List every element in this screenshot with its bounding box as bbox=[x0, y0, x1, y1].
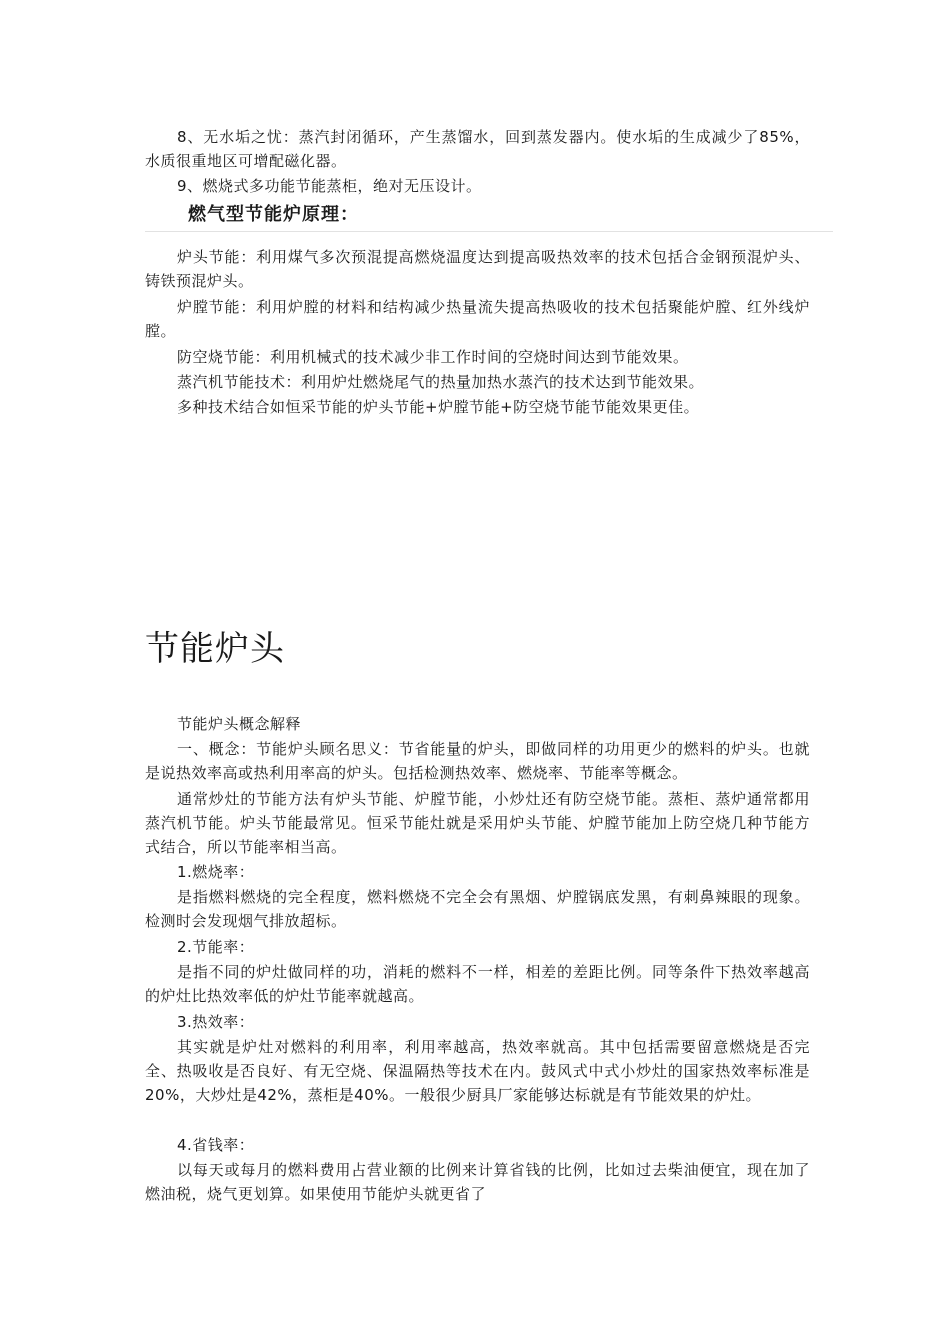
paragraph-concept: 一、概念：节能炉头顾名思义：节省能量的炉头，即做同样的功用更少的燃料的炉头。也就是说热效率高或热利用率高的炉头。包括检测热效率、燃烧率、节能率等概念。 bbox=[145, 740, 810, 782]
paragraph-combined: 多种技术结合如恒采节能的炉头节能+炉膛节能+防空烧节能节能效果更佳。 bbox=[177, 398, 700, 416]
page-title: 节能炉头 bbox=[145, 629, 285, 669]
definition-title: 4.省钱率： bbox=[177, 1136, 255, 1154]
paragraph-chamber: 炉膛节能：利用炉膛的材料和结构减少热量流失提高热吸收的技术包括聚能炉膛、红外线炉膛。 bbox=[145, 298, 810, 340]
definition-body: 是指燃料燃烧的完全程度，燃料燃烧不完全会有黑烟、炉膛锅底发黑，有刺鼻辣眼的现象。检测时会发现烟气排放超标。 bbox=[145, 888, 810, 930]
paragraph-steam: 蒸汽机节能技术：利用炉灶燃烧尾气的热量加热水蒸汽的技术达到节能效果。 bbox=[177, 373, 705, 391]
paragraph-methods: 通常炒灶的节能方法有炉头节能、炉膛节能，小炒灶还有防空烧节能。蒸柜、蒸炉通常都用蒸汽机节能。炉头节能最常见。恒采节能灶就是采用炉头节能、炉膛节能加上防空烧几种节能方式结合，所以节能率相当高。 bbox=[145, 790, 810, 856]
paragraph-burner: 炉头节能：利用煤气多次预混提高燃烧温度达到提高吸热效率的技术包括合金钢预混炉头、铸铁预混炉头。 bbox=[145, 248, 810, 290]
divider bbox=[145, 231, 833, 232]
definition-body: 是指不同的炉灶做同样的功，消耗的燃料不一样，相差的差距比例。同等条件下热效率越高的炉灶比热效率低的炉灶节能率就越高。 bbox=[145, 963, 810, 1005]
section-heading: 燃气型节能炉原理： bbox=[188, 204, 359, 225]
item-9: 9、燃烧式多功能节能蒸柜，绝对无压设计。 bbox=[177, 177, 482, 195]
paragraph-anti-idle: 防空烧节能：利用机械式的技术减少非工作时间的空烧时间达到节能效果。 bbox=[177, 348, 689, 366]
definition-body: 以每天或每月的燃料费用占营业额的比例来计算省钱的比例，比如过去柴油便宜，现在加了燃油税，烧气更划算。如果使用节能炉头就更省了 bbox=[145, 1161, 810, 1203]
subtitle: 节能炉头概念解释 bbox=[177, 715, 302, 733]
item-8: 8、无水垢之忧：蒸汽封闭循环，产生蒸馏水，回到蒸发器内。使水垢的生成减少了85%，水质很重地区可增配磁化器。 bbox=[145, 128, 810, 170]
definition-title: 3.热效率： bbox=[177, 1013, 255, 1031]
definition-body: 其实就是炉灶对燃料的利用率，利用率越高，热效率就高。其中包括需要留意燃烧是否完全、热吸收是否良好、有无空烧、保温隔热等技术在内。鼓风式中式小炒灶的国家热效率标准是20%，大炒灶是42%，蒸柜是40%。一般很少厨具厂家能够达标就是有节能效果的炉灶。 bbox=[145, 1038, 810, 1104]
definition-title: 1.燃烧率： bbox=[177, 863, 255, 881]
definition-title: 2.节能率： bbox=[177, 938, 255, 956]
